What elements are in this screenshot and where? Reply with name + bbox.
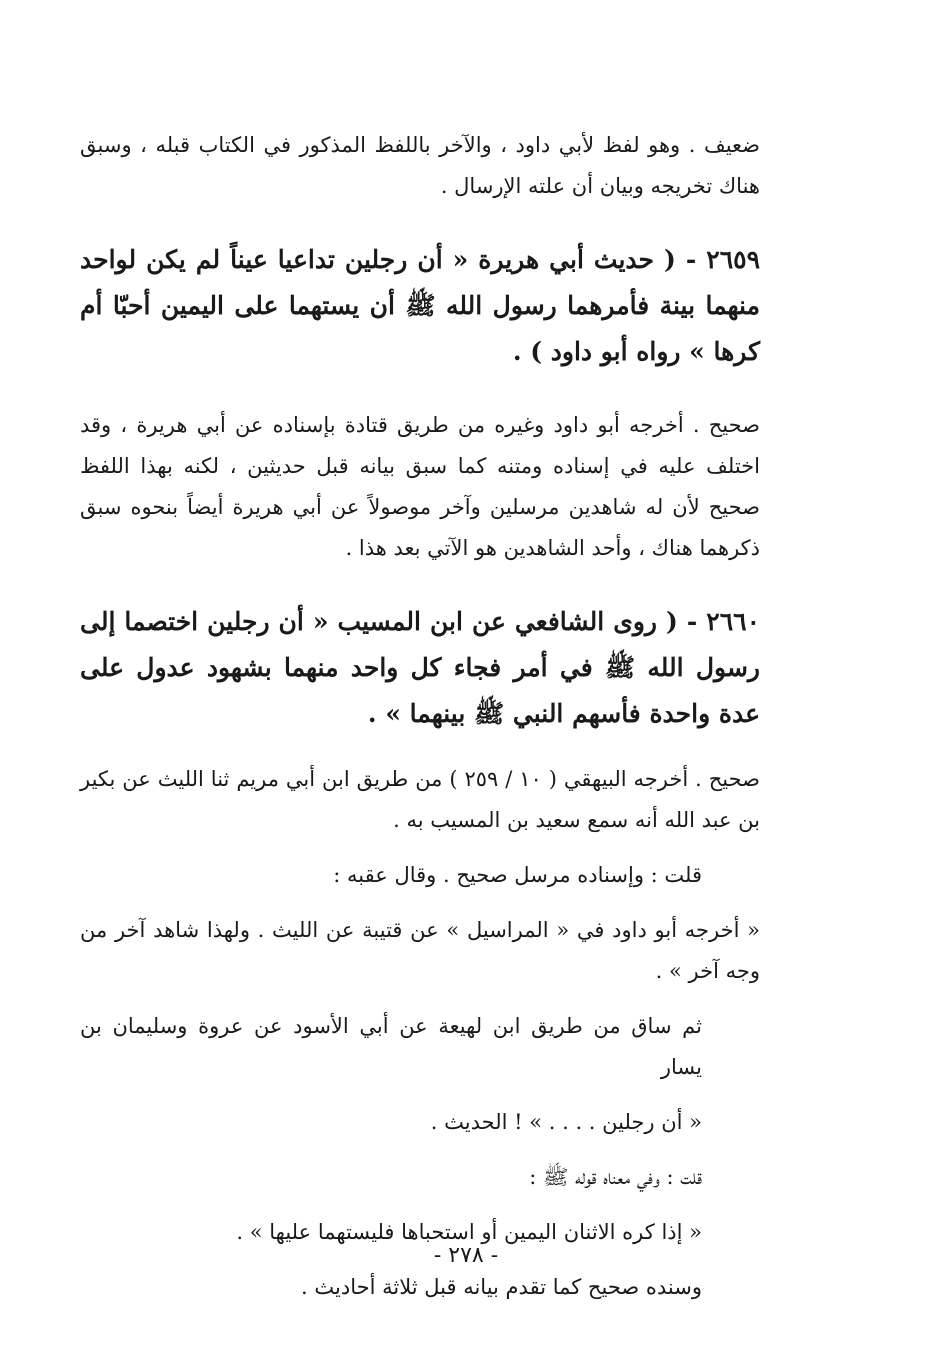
paragraph-quote-ithna: « إذا كره الاثنان اليمين أو استحباها فليستهما عليها » . [236,1220,702,1244]
page-number: - ٢٧٨ - [433,1243,499,1268]
paragraph-qultu-1: قلت : وإسناده مرسل صحيح . وقال عقبه : [333,863,702,887]
paragraph-thumma-saqa: ثم ساق من طريق ابن لهيعة عن أبي الأسود عن عروة وسليمان بن يسار [80,1014,702,1079]
hadith-2659: ٢٦٥٩ - ( حديث أبي هريرة « أن رجلين تداعيا عيناً لم يكن لواحد منهما بينة فأمرهما رسول الله ﷺ أن يستهما على اليمين أحبّا أم كرها » رواه أبو داود ) . [80,245,760,366]
paragraph-sanaduhu: وسنده صحيح كما تقدم بيانه قبل ثلاثة أحاديث . [301,1275,702,1299]
paragraph-intro: ضعيف . وهو لفظ لأبي داود ، والآخر باللفظ المذكور في الكتاب قبله ، وسبق هناك تخريجه وبيان أن علته الإرسال . [80,133,760,198]
page-body [80,125,760,1299]
paragraph-takhrij-2660: صحيح . أخرجه البيهقي ( ١٠ / ٢٥٩ ) من طريق ابن أبي مريم ثنا الليث عن بكير بن عبد الله أنه سمع سعيد بن المسيب به . [80,767,760,832]
paragraph-takhrij-2659: صحيح . أخرجه أبو داود وغيره من طريق قتادة بإسناده عن أبي هريرة ، وقد اختلف عليه في إسناده ومتنه كما سبق بيانه قبل حديثين ، لكنه بهذا اللفظ صحيح لأن له شاهدين مرسلين وآخر موصولاً عن أبي هريرة أيضاً بنحوه سبق ذكرهما هناك ، وأحد الشاهدين هو الآتي بعد هذا . [80,413,760,560]
paragraph-quote-marasil: « أخرجه أبو داود في « المراسيل » عن قتيبة عن الليث . ولهذا شاهد آخر من وجه آخر » . [80,918,760,983]
paragraph-anna-rajulayn: « أن رجلين . . . . » ! الحديث . [430,1110,702,1134]
hadith-2660: ٢٦٦٠ - ( روى الشافعي عن ابن المسيب « أن رجلين اختصما إلى رسول الله ﷺ في أمر فجاء كل واحد منهما بشهود عدول على عدة واحدة فأسهم النبي ﷺ بينهما » . [80,607,760,728]
paragraph-qultu-2: قلت : وفي معناه قوله ﷺ : [529,1165,702,1189]
